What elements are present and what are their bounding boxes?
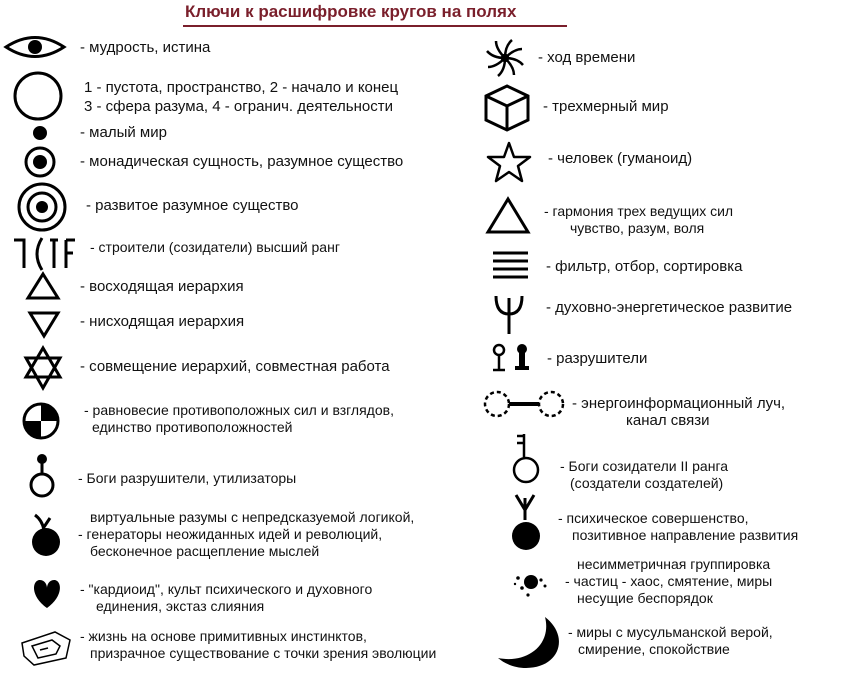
legend-right-spiral: - ход времени bbox=[538, 49, 636, 66]
circle-stem-dot-icon bbox=[31, 454, 53, 496]
legend-left-empty-circle: 1 - пустота, пространство, 2 - начало и конец 3 - сфера разума, 4 - огранич. деятельности bbox=[84, 79, 399, 115]
legend-right-cube: - трехмерный мир bbox=[543, 98, 669, 115]
legend-left-eye: - мудрость, истина bbox=[80, 39, 211, 56]
legend-right-destroyers: - разрушители bbox=[547, 350, 648, 367]
legend-left-quartered: - равновесие противоположных сил и взглядов, единство противоположностей bbox=[84, 402, 394, 435]
quartered-circle-icon bbox=[24, 404, 58, 438]
legend-right-scatter: несимметричная группировка - частиц - хаос, смятение, миры несущие беспорядок bbox=[565, 556, 773, 606]
legend-left-dot-circle: - монадическая сущность, разумное существо bbox=[80, 153, 404, 170]
builders-glyph-icon bbox=[14, 238, 75, 270]
large-triangle-icon bbox=[488, 199, 528, 232]
legend-left-small-dot: - малый мир bbox=[80, 124, 167, 141]
crescent-icon bbox=[498, 617, 559, 668]
legend-right-beam: - энергоинформационный луч, канал связи bbox=[572, 395, 786, 429]
legend-right-triangle: - гармония трех ведущих сил чувство, разум, воля bbox=[544, 203, 734, 236]
stacked-lines-icon bbox=[493, 253, 528, 277]
destroyers-glyph-icon bbox=[493, 344, 529, 370]
small-dot-icon bbox=[33, 126, 47, 140]
star-icon bbox=[488, 143, 530, 181]
legend-left-primitive: - жизнь на основе примитивных инстинктов, призрачное существование с точки зрения эволюции bbox=[80, 628, 437, 661]
legend-left-stem-dot: - Боги разрушители, утилизаторы bbox=[78, 470, 297, 486]
legend-right-crescent: - миры с мусульманской верой, смирение, спокойствие bbox=[568, 624, 773, 657]
legend-right-lines: - фильтр, отбор, сортировка bbox=[546, 258, 743, 275]
circle-key-icon bbox=[514, 434, 538, 482]
legend-left-heart: - "кардиоид", культ психического и духовного единения, экстаз слияния bbox=[80, 581, 373, 614]
up-triangle-icon bbox=[28, 274, 58, 298]
primitive-shape-icon bbox=[22, 632, 70, 665]
legend-left-double-ring: - развитое разумное существо bbox=[86, 197, 299, 214]
black-circle-trident-icon bbox=[512, 495, 540, 550]
legend-left-up-triangle: - восходящая иерархия bbox=[80, 278, 244, 295]
black-circle-sprout-icon bbox=[32, 515, 60, 556]
empty-circle-icon bbox=[15, 73, 61, 119]
page-title: Ключи к расшифровке кругов на полях bbox=[185, 2, 517, 21]
spiral-star-icon bbox=[487, 40, 523, 76]
cube-icon bbox=[486, 86, 528, 130]
legend-left-down-triangle: - нисходящая иерархия bbox=[80, 313, 245, 330]
legend-right-key: - Боги созидатели II ранга (создатели создателей) bbox=[560, 458, 729, 491]
dot-in-circle-icon bbox=[26, 148, 54, 176]
double-ring-dot-icon bbox=[19, 184, 65, 230]
hexagram-icon bbox=[26, 348, 60, 388]
fork-icon bbox=[496, 296, 522, 334]
down-triangle-icon bbox=[30, 313, 58, 336]
heart-icon bbox=[34, 580, 60, 608]
legend-right-star: - человек (гуманоид) bbox=[548, 150, 693, 167]
legend-right-fork: - духовно-энергетическое развитие bbox=[546, 299, 793, 316]
legend-left-sprout: виртуальные разумы с непредсказуемой логикой, - генераторы неожиданных идей и революций, бесконечное расщепление мыслей bbox=[78, 509, 415, 559]
legend-right-trident: - психическое совершенство, позитивное направление развития bbox=[558, 510, 799, 543]
scatter-cluster-icon bbox=[514, 575, 547, 597]
legend-left-hexagram: - совмещение иерархий, совместная работа bbox=[80, 358, 390, 375]
eye-icon bbox=[6, 38, 64, 57]
legend-left-builders: - строители (созидатели) высший ранг bbox=[90, 239, 340, 255]
energy-beam-icon bbox=[485, 392, 563, 416]
